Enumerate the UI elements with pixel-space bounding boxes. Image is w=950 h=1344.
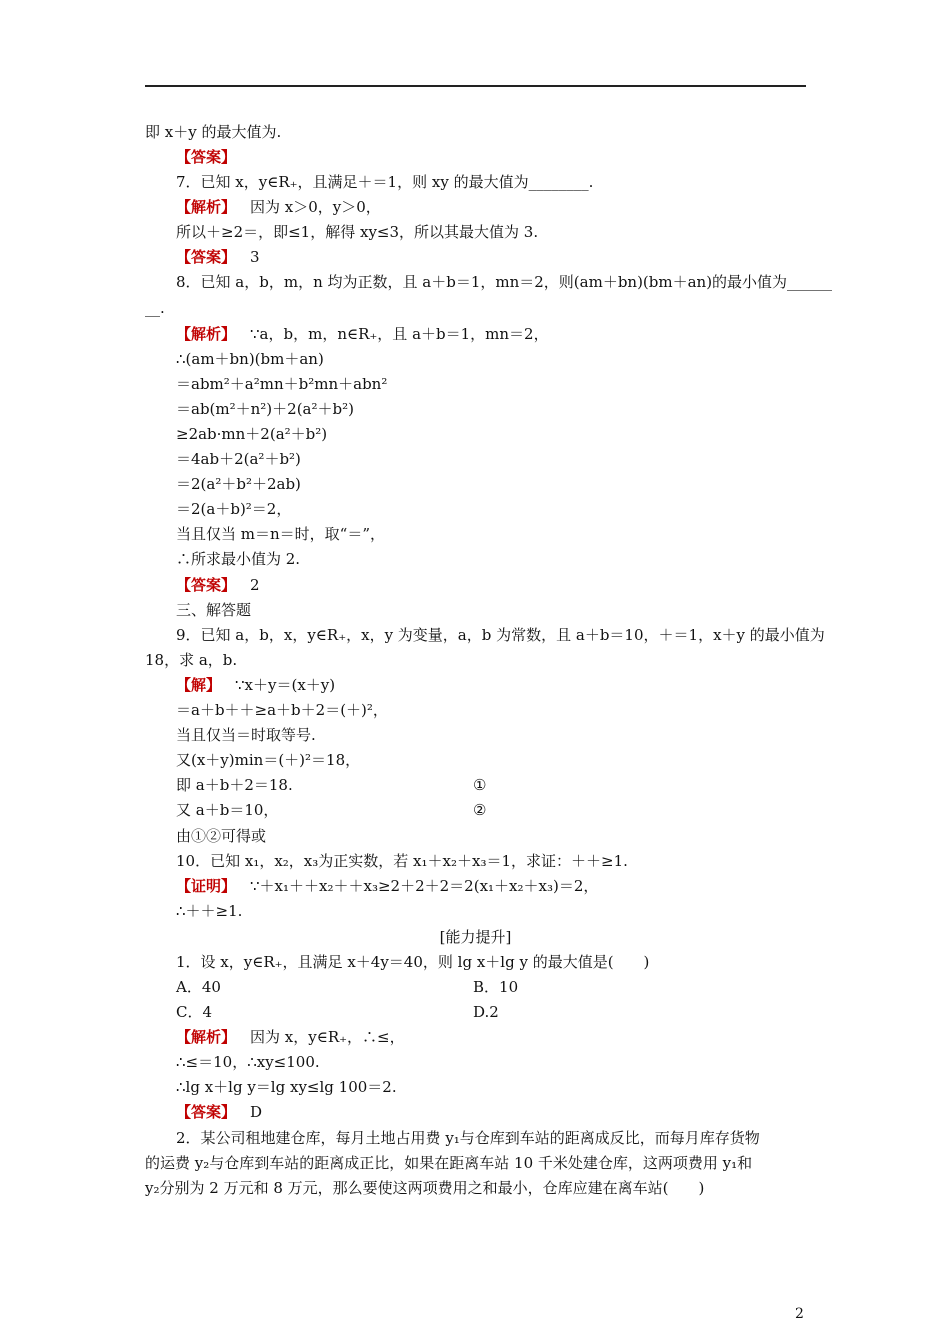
line-text: ≥2ab·mn＋2(a²＋b²) xyxy=(176,425,328,443)
text-line xyxy=(176,474,301,494)
text-line xyxy=(176,424,327,444)
text-line xyxy=(176,222,538,242)
line-text: 8．已知 a，b，m，n 均为正数，且 a＋b＝1，mn＝2，则(am＋bn)(bm＋an)的最小值为______ xyxy=(176,273,833,291)
page-number: 2 xyxy=(795,1306,804,1322)
text-line xyxy=(176,524,385,544)
section-heading: [能力提升] xyxy=(439,928,512,946)
line-text: A．40 xyxy=(176,978,221,996)
text-line xyxy=(176,1077,397,1097)
text-line xyxy=(176,172,593,192)
line-text: 因为 x＞0，y＞0， xyxy=(250,198,381,216)
text-line xyxy=(145,1178,704,1198)
header-rule xyxy=(145,85,806,87)
line-text: C．4 xyxy=(176,1003,213,1021)
line-text: 2 xyxy=(250,576,260,594)
aligned-label: D.2 xyxy=(473,1003,499,1021)
text-line xyxy=(176,147,236,167)
text-line xyxy=(176,449,301,469)
line-text: 1．设 x，y∈R₊，且满足 x＋4y＝40，则 lg x＋lg y 的最大值是( ) xyxy=(176,953,650,971)
line-text: 又 a＋b＝10， xyxy=(176,801,279,819)
text-line xyxy=(176,1002,212,1022)
text-line xyxy=(176,750,360,770)
text-line xyxy=(176,876,598,896)
line-text: 当且仅当＝时取等号. xyxy=(176,726,316,744)
text-line xyxy=(176,775,293,795)
answer-tag: 【解析】 xyxy=(176,198,237,216)
line-text: ∵a，b，m，n∈R₊，且 a＋b＝1，mn＝2， xyxy=(250,325,549,343)
line-text: 10．已知 x₁，x₂，x₃为正实数，若 x₁＋x₂＋x₃＝1，求证：＋＋≥1. xyxy=(176,852,628,870)
line-text: ＝4ab＋2(a²＋b²) xyxy=(176,450,301,468)
line-text: 2．某公司租地建仓库，每月土地占用费 y₁与仓库到车站的距离成反比，而每月库存货物 xyxy=(176,1129,760,1147)
text-line xyxy=(176,499,291,519)
answer-tag: 【答案】 xyxy=(176,148,237,166)
line-text: 所以＋≥2＝，即≤1，解得 xy≤3，所以其最大值为 3. xyxy=(176,223,539,241)
text-line xyxy=(176,197,381,217)
line-text: 9．已知 a，b，x，y∈R₊，x，y 为变量，a，b 为常数，且 a＋b＝10，＋＝1，x＋y 的最小值为 xyxy=(176,626,825,644)
line-text: ＝abm²＋a²mn＋b²mn＋abn² xyxy=(176,375,388,393)
line-text: 的运费 y₂与仓库到车站的距离成正比，如果在距离车站 10 千米处建仓库，这两项费用 y₁和 xyxy=(145,1154,753,1172)
line-text: ∴lg x＋lg y＝lg xy≤lg 100＝2. xyxy=(176,1078,397,1096)
text-line xyxy=(176,1052,320,1072)
line-text: ∴≤＝10，∴xy≤100. xyxy=(176,1053,320,1071)
line-text: ＝a＋b＋＋≥a＋b＋2＝(＋)²， xyxy=(176,701,388,719)
text-line xyxy=(176,600,251,620)
text-line xyxy=(145,650,237,670)
text-line xyxy=(176,575,260,595)
text-line xyxy=(176,272,832,292)
aligned-label: B．10 xyxy=(473,978,519,996)
text-line xyxy=(176,851,628,871)
text-line xyxy=(176,952,649,972)
answer-tag: 【解】 xyxy=(176,676,222,694)
line-text: D xyxy=(250,1103,263,1121)
line-text: 当且仅当 m＝n＝时，取“＝”， xyxy=(176,525,385,543)
text-line xyxy=(176,399,354,419)
answer-tag: 【答案】 xyxy=(176,576,237,594)
text-line xyxy=(176,700,388,720)
text-line xyxy=(176,800,278,820)
line-text: 7．已知 x，y∈R₊，且满足＋＝1，则 xy 的最大值为________. xyxy=(176,173,594,191)
text-line xyxy=(176,826,266,846)
text-line xyxy=(145,298,165,318)
aligned-label: ① xyxy=(473,776,487,794)
line-text: 由①②可得或 xyxy=(176,827,267,845)
line-text: ∴＋＋≥1. xyxy=(176,902,243,920)
text-line xyxy=(176,901,242,921)
line-text: 即 x＋y 的最大值为. xyxy=(145,123,282,141)
line-text: ∵x＋y＝(x＋y) xyxy=(235,676,336,694)
text-line xyxy=(176,374,387,394)
line-text: ＝2(a²＋b²＋2ab) xyxy=(176,475,301,493)
line-text: 又(x＋y)min＝(＋)²＝18， xyxy=(176,751,361,769)
line-text: 因为 x，y∈R₊，∴≤， xyxy=(250,1028,405,1046)
text-line xyxy=(176,1128,760,1148)
text-line xyxy=(176,675,335,695)
line-text: ＝ab(m²＋n²)＋2(a²＋b²) xyxy=(176,400,354,418)
text-line xyxy=(176,247,260,267)
answer-tag: 【解析】 xyxy=(176,1028,237,1046)
answer-tag: 【答案】 xyxy=(176,248,237,266)
text-line xyxy=(176,1102,262,1122)
text-line xyxy=(176,625,825,645)
text-line xyxy=(176,349,324,369)
line-text: 3 xyxy=(250,248,260,266)
text-line xyxy=(176,1027,405,1047)
text-line xyxy=(145,1153,752,1173)
line-text: 18，求 a，b. xyxy=(145,651,238,669)
text-line xyxy=(176,725,316,745)
line-text: 即 a＋b＋2＝18. xyxy=(176,776,293,794)
line-text: 三、解答题 xyxy=(176,601,252,619)
line-text: ∴所求最小值为 2. xyxy=(176,550,301,568)
line-text: ＝2(a＋b)²＝2， xyxy=(176,500,292,518)
answer-tag: 【答案】 xyxy=(176,1103,237,1121)
line-text: __. xyxy=(145,299,165,317)
text-line xyxy=(145,122,281,142)
line-text: ∴(am＋bn)(bm＋an) xyxy=(176,350,324,368)
line-text: y₂分别为 2 万元和 8 万元，那么要使这两项费用之和最小，仓库应建在离车站( ) xyxy=(145,1179,705,1197)
aligned-label: ② xyxy=(473,801,487,819)
text-line xyxy=(176,549,300,569)
answer-tag: 【证明】 xyxy=(176,877,237,895)
text-line xyxy=(176,977,221,997)
text-line xyxy=(176,324,549,344)
line-text: ∵＋x₁＋＋x₂＋＋x₃≥2＋2＋2＝2(x₁＋x₂＋x₃)＝2， xyxy=(250,877,599,895)
answer-tag: 【解析】 xyxy=(176,325,237,343)
